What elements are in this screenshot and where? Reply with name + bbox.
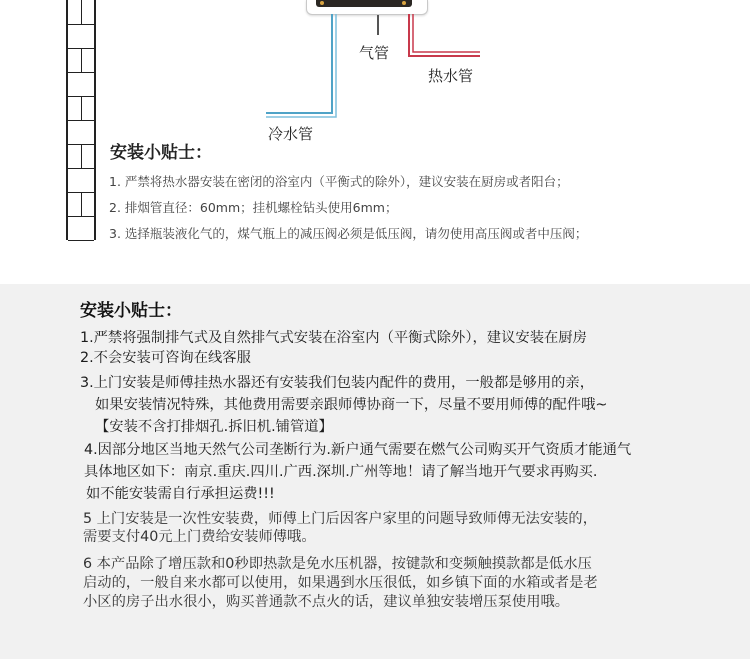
notice-item-6-line-1: 6 本产品除了增压款和0秒即热款是免水压机器，按键款和变频触摸款都是低水压 [83, 556, 592, 572]
notice-item-4-line-1: 4.因部分地区当地天然气公司垄断行为.新户通气需要在燃气公司购买开气资质才能通气 [84, 442, 632, 458]
installation-notice [0, 284, 750, 659]
notice-item-1: 1.严禁将强制排气式及自然排气式安装在浴室内（平衡式除外），建议安装在厨房 [80, 330, 587, 346]
hot-water-pipe-inner [413, 14, 480, 52]
diagram-tip-3: 3. 选择瓶装液化气的，煤气瓶上的减压阀必须是低压阀，请勿使用高压阀或者中压阀； [109, 226, 588, 241]
notice-item-3-line-2: 如果安装情况特殊，其他费用需要亲跟师傅协商一下，尽量不要用师傅的配件哦~ [95, 397, 608, 413]
diagram-tips-title: 安装小贴士： [110, 143, 212, 163]
notice-item-6-line-2: 启动的，一般自来水都可以使用，如果遇到水压很低，如乡镇下面的水箱或者是老 [83, 575, 598, 591]
hot-water-pipe [409, 14, 480, 56]
notice-item-2: 2.不会安装可咨询在线客服 [80, 350, 251, 366]
notice-title: 安装小贴士： [80, 301, 182, 321]
notice-item-4-line-3: 如不能安装需自行承担运费!!! [86, 486, 275, 502]
diagram-tip-2: 2. 排烟管直径：60mm；挂机螺栓钻头使用6mm； [109, 200, 398, 215]
notice-item-4-line-2: 具体地区如下：南京.重庆.四川.广西.深圳.广州等地！请了解当地开气要求再购买. [84, 464, 598, 480]
pipe-lines [0, 0, 750, 262]
cold-water-pipe [266, 14, 332, 113]
notice-item-5-line-1: 5 上门安装是一次性安装费，师傅上门后因客户家里的问题导致师傅无法安装的， [83, 511, 598, 527]
hot-water-pipe-label: 热水管 [428, 67, 474, 85]
installation-diagram [0, 0, 750, 262]
notice-item-5-line-2: 需要支付40元上门费给安装师傅哦。 [83, 529, 316, 545]
cold-water-pipe-inner [266, 14, 336, 117]
cold-water-pipe-label: 冷水管 [268, 125, 314, 143]
notice-item-6-line-3: 小区的房子出水很小，购买普通款不点火的话，建议单独安装增压泵使用哦。 [83, 594, 570, 610]
gas-pipe-label: 气管 [359, 44, 390, 62]
notice-item-3-line-3: 【安装不含打排烟孔.拆旧机.铺管道】 [95, 419, 333, 435]
diagram-tip-1: 1. 严禁将热水器安装在密闭的浴室内（平衡式的除外），建议安装在厨房或者阳台； [109, 174, 569, 189]
notice-item-3-line-1: 3.上门安装是师傅挂热水器还有安装我们包装内配件的费用，一般都是够用的亲， [80, 375, 595, 391]
